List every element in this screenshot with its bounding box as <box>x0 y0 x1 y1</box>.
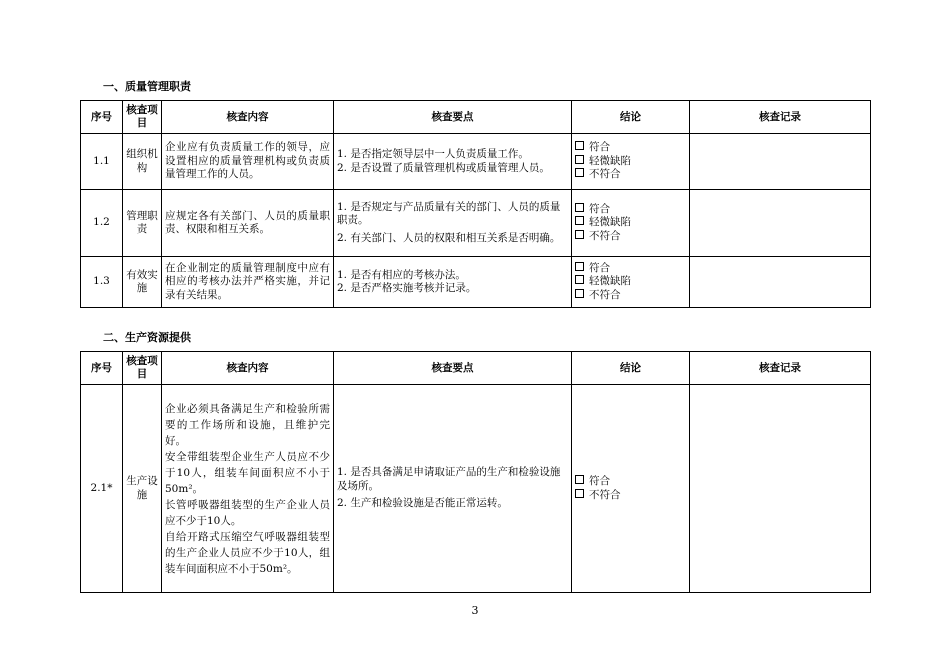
checkbox-icon[interactable] <box>575 275 584 284</box>
table-header-row <box>81 352 871 385</box>
row-points <box>334 385 572 593</box>
checklist-table-2 <box>80 351 871 593</box>
option-nonconform[interactable]: 不符合 <box>575 168 686 182</box>
header-points: 核查要点 <box>334 352 572 385</box>
row-conclusion <box>572 385 690 593</box>
checkbox-icon[interactable] <box>575 489 584 498</box>
point-text: 1. 是否指定领导层中一人负责质量工作。 <box>337 148 529 160</box>
checkbox-icon[interactable] <box>575 216 584 225</box>
header-record: 核查记录 <box>690 101 871 134</box>
checkbox-icon[interactable] <box>575 155 584 164</box>
table-row <box>81 190 871 257</box>
point-text: 1. 是否具备满足申请取证产品的生产和检验设施及场所。 <box>337 466 561 492</box>
header-conclusion: 结论 <box>572 352 690 385</box>
header-record: 核查记录 <box>690 352 871 385</box>
option-nonconform[interactable]: 不符合 <box>575 230 686 244</box>
checkbox-icon[interactable] <box>575 289 584 298</box>
row-record[interactable] <box>690 190 871 257</box>
point-text: 2. 有关部门、人员的权限和相互关系是否明确。 <box>337 231 561 244</box>
checkbox-icon[interactable] <box>575 141 584 150</box>
header-item: 核查项目 <box>123 352 162 385</box>
row-record[interactable] <box>690 385 871 593</box>
option-conform[interactable]: 符合 <box>575 475 686 489</box>
option-conform[interactable]: 符合 <box>575 141 686 155</box>
row-item: 有效实施 <box>123 257 162 308</box>
option-nonconform[interactable]: 不符合 <box>575 489 686 503</box>
option-minor-defect[interactable]: 轻微缺陷 <box>575 216 686 230</box>
section-title-1: 一、质量管理职责 <box>103 80 191 93</box>
row-conclusion <box>572 257 690 308</box>
option-conform[interactable]: 符合 <box>575 203 686 217</box>
row-item: 管理职责 <box>123 190 162 257</box>
row-content: 应规定各有关部门、人员的质量职责、权限和相互关系。 <box>162 190 334 257</box>
content-paragraph: 企业必须具备满足生产和检验所需要的工作场所和设施，且维护完好。 <box>165 402 330 447</box>
content-paragraph: 安全带组装型企业生产人员应不少于10人，组装车间面积应不小于50m²。 <box>165 450 330 495</box>
option-minor-defect[interactable]: 轻微缺陷 <box>575 275 686 289</box>
row-record[interactable] <box>690 134 871 190</box>
point-text: 1. 是否有相应的考核办法。 <box>337 268 466 281</box>
checkbox-icon[interactable] <box>575 262 584 271</box>
row-points <box>334 190 572 257</box>
header-seq: 序号 <box>81 352 123 385</box>
row-seq: 1.3 <box>81 257 123 308</box>
point-text: 2. 是否严格实施考核并记录。 <box>337 282 477 294</box>
header-content: 核查内容 <box>162 101 334 134</box>
table-header-row <box>81 101 871 134</box>
row-conclusion <box>572 190 690 257</box>
option-conform[interactable]: 符合 <box>575 262 686 276</box>
option-minor-defect[interactable]: 轻微缺陷 <box>575 155 686 169</box>
row-points <box>334 257 572 308</box>
row-points <box>334 134 572 190</box>
checkbox-icon[interactable] <box>575 203 584 212</box>
checkbox-icon[interactable] <box>575 475 584 484</box>
header-conclusion: 结论 <box>572 101 690 134</box>
row-item: 生产设施 <box>123 385 162 593</box>
section-title-2: 二、生产资源提供 <box>103 331 191 344</box>
content-paragraph: 长管呼吸器组装型的生产企业人员应不少于10人。 <box>165 498 330 527</box>
header-item: 核查项目 <box>123 101 162 134</box>
point-text: 2. 生产和检验设施是否能正常运转。 <box>337 497 508 510</box>
table-row <box>81 385 871 593</box>
row-item: 组织机构 <box>123 134 162 190</box>
row-content: 企业应有负责质量工作的领导，应设置相应的质量管理机构或负责质量管理工作的人员。 <box>162 134 334 190</box>
checkbox-icon[interactable] <box>575 230 584 239</box>
option-nonconform[interactable]: 不符合 <box>575 289 686 303</box>
header-points: 核查要点 <box>334 101 572 134</box>
row-seq: 2.1* <box>81 385 123 593</box>
row-content: 在企业制定的质量管理制度中应有相应的考核办法并严格实施，并记录有关结果。 <box>162 257 334 308</box>
header-seq: 序号 <box>81 101 123 134</box>
table-row <box>81 257 871 308</box>
content-paragraph: 自给开路式压缩空气呼吸器组装型的生产企业人员应不少于10人，组装车间面积应不小于50m²。 <box>165 530 330 575</box>
page-number: 3 <box>471 604 479 617</box>
row-seq: 1.2 <box>81 190 123 257</box>
point-text: 1. 是否规定与产品质量有关的部门、人员的质量职责。 <box>337 200 561 227</box>
checklist-table-1 <box>80 100 871 308</box>
checkbox-icon[interactable] <box>575 168 584 177</box>
header-content: 核查内容 <box>162 352 334 385</box>
row-content <box>162 385 334 593</box>
point-text: 2. 是否设置了质量管理机构或质量管理人员。 <box>337 161 550 174</box>
row-record[interactable] <box>690 257 871 308</box>
table-row <box>81 134 871 190</box>
row-conclusion <box>572 134 690 190</box>
row-seq: 1.1 <box>81 134 123 190</box>
